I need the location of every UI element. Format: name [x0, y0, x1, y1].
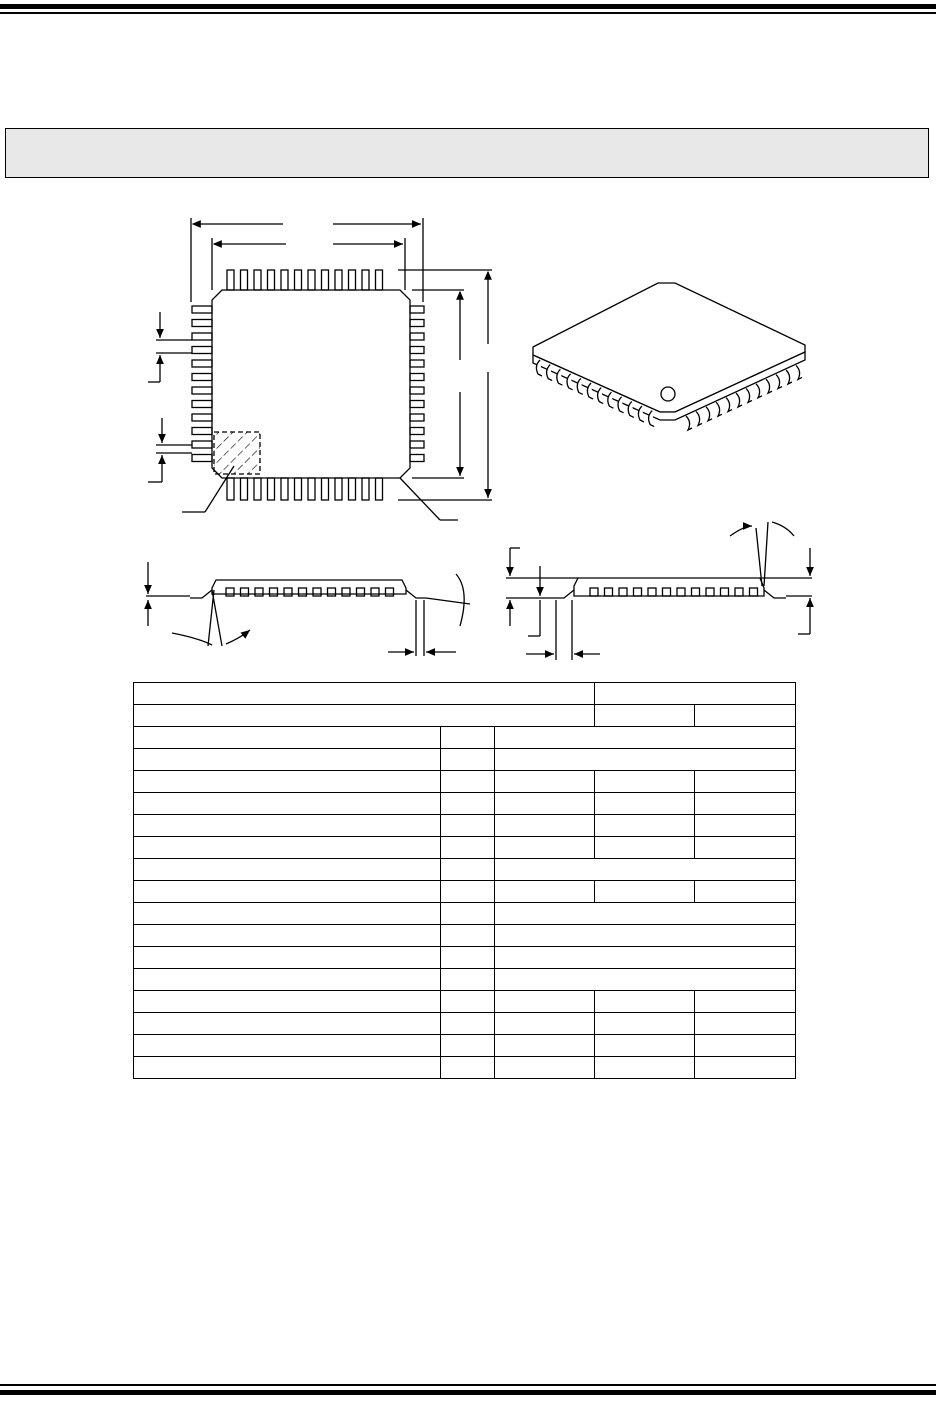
table-row [134, 793, 796, 815]
lead [410, 320, 424, 327]
lead [192, 320, 212, 327]
lead [410, 360, 424, 367]
lead [192, 333, 212, 340]
table-cell [695, 705, 796, 727]
iso-lead [716, 402, 722, 416]
lead [410, 374, 424, 381]
lead [192, 387, 212, 394]
lead [241, 478, 248, 500]
table-row [134, 749, 796, 771]
dimensions-table [133, 682, 796, 1079]
table-cell [495, 991, 595, 1013]
lead [254, 478, 261, 500]
lead [410, 414, 424, 421]
table-cell [695, 991, 796, 1013]
table-cell [441, 749, 495, 771]
lead [308, 270, 315, 290]
table-cell [495, 925, 796, 947]
table-cell [441, 815, 495, 837]
table-cell [441, 1035, 495, 1057]
table-cell [495, 1013, 595, 1035]
iso-lead [756, 384, 762, 398]
lead [192, 401, 212, 408]
lead [362, 478, 369, 500]
lead [268, 270, 275, 290]
lead [410, 441, 424, 448]
table-cell [134, 1057, 441, 1079]
table-cell [134, 683, 595, 705]
table-row [134, 1035, 796, 1057]
table-cell [495, 727, 796, 749]
table-cell [441, 1013, 495, 1035]
lead [410, 333, 424, 340]
table-cell [134, 815, 441, 837]
lead [308, 478, 315, 500]
lead [192, 360, 212, 367]
table-cell [595, 991, 695, 1013]
lead [410, 347, 424, 354]
table-cell [134, 881, 441, 903]
table-cell [441, 903, 495, 925]
table-cell [495, 881, 595, 903]
bottom-leads [227, 478, 383, 500]
table-row [134, 1057, 796, 1079]
table-cell [441, 727, 495, 749]
table-cell [495, 969, 796, 991]
table-cell [695, 881, 796, 903]
table-row [134, 683, 796, 705]
table-cell [134, 793, 441, 815]
iso-lead [736, 393, 742, 407]
table-cell [595, 771, 695, 793]
lead [410, 401, 424, 408]
table-cell [595, 1057, 695, 1079]
table-row [134, 881, 796, 903]
table-cell [495, 1035, 595, 1057]
table-row [134, 859, 796, 881]
lead [192, 306, 212, 313]
header-rule-thick [0, 4, 936, 9]
table-cell [134, 903, 441, 925]
table-cell [441, 947, 495, 969]
lead [268, 478, 275, 500]
table-cell [495, 771, 595, 793]
table-cell [595, 815, 695, 837]
table-cell [134, 1013, 441, 1035]
lead [410, 455, 424, 462]
table-cell [495, 1057, 595, 1079]
lead [192, 414, 212, 421]
iso-lead [776, 375, 782, 389]
package-drawing [0, 200, 936, 660]
table-cell [495, 947, 796, 969]
lead [192, 455, 212, 462]
table-cell [134, 969, 441, 991]
table-cell [441, 1057, 495, 1079]
iso-view [533, 283, 805, 430]
lead [349, 478, 356, 500]
table-cell [595, 837, 695, 859]
lead [281, 478, 288, 500]
table-cell [695, 1035, 796, 1057]
table-cell [134, 925, 441, 947]
table-cell [134, 1035, 441, 1057]
table-cell [441, 925, 495, 947]
table-cell [695, 815, 796, 837]
table-row [134, 991, 796, 1013]
table-cell [441, 969, 495, 991]
table-cell [134, 837, 441, 859]
iso-lead [686, 416, 692, 430]
lead [254, 270, 261, 290]
lead [192, 347, 212, 354]
table-cell [134, 947, 441, 969]
table-cell [695, 1013, 796, 1035]
table-row [134, 947, 796, 969]
table-cell [595, 1013, 695, 1035]
table-row [134, 969, 796, 991]
lead [227, 270, 234, 290]
iso-lead [786, 370, 792, 384]
iso-lead [726, 398, 732, 412]
lead [335, 478, 342, 500]
table-cell [495, 749, 796, 771]
lead [227, 478, 234, 500]
top-view [148, 218, 492, 520]
table-cell [595, 705, 695, 727]
table-cell [441, 771, 495, 793]
lead [241, 270, 248, 290]
table-cell [595, 881, 695, 903]
lead [322, 270, 329, 290]
iso-lead [796, 365, 802, 379]
lead [295, 478, 302, 500]
table-cell [595, 683, 796, 705]
lead [192, 428, 212, 435]
table-cell [695, 771, 796, 793]
lead [349, 270, 356, 290]
side-view-left [146, 562, 470, 656]
iso-lead [746, 388, 752, 402]
right-leads [410, 306, 424, 462]
table-cell [441, 991, 495, 1013]
lead [410, 306, 424, 313]
table-cell [441, 793, 495, 815]
table-cell [134, 727, 441, 749]
table-cell [441, 881, 495, 903]
table-cell [134, 859, 441, 881]
table-cell [134, 771, 441, 793]
lead [376, 478, 383, 500]
lead [376, 270, 383, 290]
header-rule-thin [0, 12, 936, 14]
table-row [134, 837, 796, 859]
pin1-dimple [661, 387, 675, 401]
lead [192, 374, 212, 381]
table-cell [495, 903, 796, 925]
pin1-marker [214, 432, 260, 474]
table-cell [134, 749, 441, 771]
table-cell [441, 837, 495, 859]
table-cell [495, 815, 595, 837]
lead [295, 270, 302, 290]
top-leads [227, 270, 383, 290]
table-cell [695, 1057, 796, 1079]
table-row [134, 771, 796, 793]
table-row [134, 903, 796, 925]
table-cell [495, 859, 796, 881]
iso-lead [766, 379, 772, 393]
table-row [134, 925, 796, 947]
lead [281, 270, 288, 290]
side-view-right [506, 522, 812, 660]
table-row [134, 727, 796, 749]
footer-rule-thin [0, 1384, 936, 1386]
lead [192, 441, 212, 448]
lead [362, 270, 369, 290]
table-cell [134, 705, 595, 727]
table-cell [595, 793, 695, 815]
table-cell [695, 837, 796, 859]
footer-rule-thick [0, 1390, 936, 1395]
table-cell [595, 1035, 695, 1057]
table-cell [495, 793, 595, 815]
table-row [134, 705, 796, 727]
lead [322, 478, 329, 500]
lead [335, 270, 342, 290]
iso-lead [696, 411, 702, 425]
table-row [134, 1013, 796, 1035]
table-row [134, 815, 796, 837]
section-banner [5, 128, 929, 178]
table-cell [695, 793, 796, 815]
table-cell [134, 991, 441, 1013]
lead [410, 428, 424, 435]
table-cell [441, 859, 495, 881]
lead [410, 387, 424, 394]
table-cell [495, 837, 595, 859]
left-leads [192, 306, 212, 462]
iso-lead [706, 407, 712, 421]
